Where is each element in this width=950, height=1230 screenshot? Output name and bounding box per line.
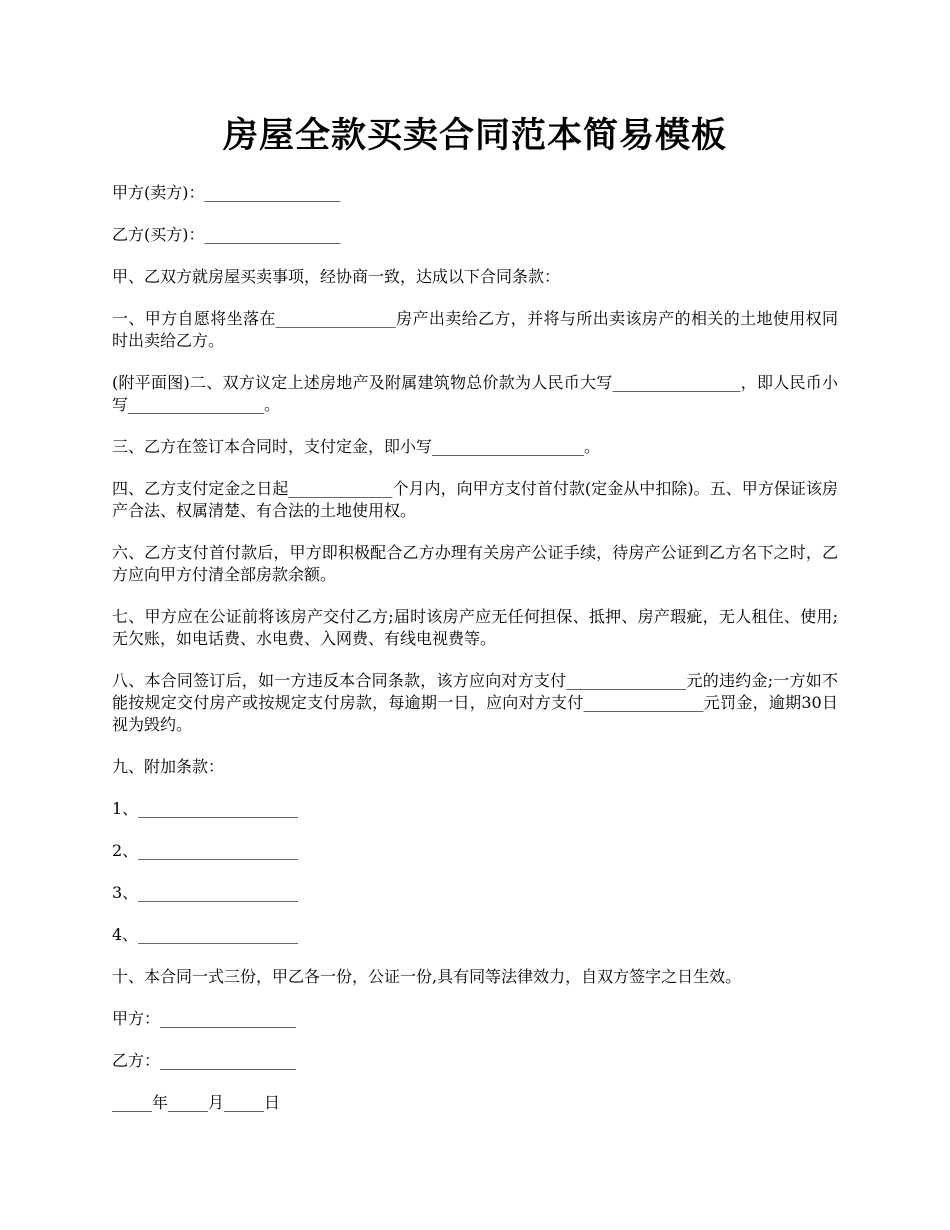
clause-3: 三、乙方在签订本合同时，支付定金，即小写___________________。	[112, 437, 601, 456]
clause-6: 六、乙方支付首付款后，甲方即积极配合乙方办理有关房产公证手续，待房产公证到乙方名下之时，乙方应向甲方付清全部房款余额。	[112, 543, 838, 584]
signature-party-a: 甲方：_________________	[112, 1009, 297, 1028]
clause-4-5: 四、乙方支付定金之日起_____________个月内，向甲方支付首付款(定金从中扣除)。五、甲方保证该房产合法、权属清楚、有合法的土地使用权。	[112, 479, 838, 520]
clause-10: 十、本合同一式三份，甲乙各一份，公证一份,具有同等法律效力，自双方签字之日生效。	[112, 967, 742, 986]
additional-term-3: 3、____________________	[112, 883, 299, 902]
clause-7: 七、甲方应在公证前将该房产交付乙方;届时该房产应无任何担保、抵押、房产瑕疵，无人租住、使用;无欠账，如电话费、水电费、入网费、有线电视费等。	[112, 607, 838, 648]
additional-term-2: 2、____________________	[112, 841, 299, 860]
document-title: 房屋全款买卖合同范本简易模板	[222, 115, 727, 156]
contract-page	[112, 112, 838, 1134]
clause-1: 一、甲方自愿将坐落在_______________房产出卖给乙方，并将与所出卖该房产的相关的土地使用权同时出卖给乙方。	[112, 309, 838, 350]
signature-party-b: 乙方：_________________	[112, 1051, 297, 1070]
party-a-seller-line: 甲方(卖方)：_________________	[112, 183, 341, 202]
clause-8: 八、本合同签订后，如一方违反本合同条款，该方应向对方支付_______________元的违约金;一方如不能按规定交付房产或按规定支付房款，每逾期一日，应向对方支付_______________元罚金，逾期30日视为毁约。	[112, 671, 838, 734]
additional-term-1: 1、____________________	[112, 799, 299, 818]
preamble: 甲、乙双方就房屋买卖事项，经协商一致，达成以下合同条款：	[112, 267, 561, 286]
date-line: _____年_____月_____日	[112, 1093, 281, 1112]
clause-9-heading: 九、附加条款：	[112, 757, 225, 776]
additional-term-4: 4、____________________	[112, 925, 299, 944]
clause-2: (附平面图)二、双方议定上述房地产及附属建筑物总价款为人民币大写________________，即人民币小写_________________。	[112, 373, 838, 414]
party-b-buyer-line: 乙方(买方)：_________________	[112, 225, 341, 244]
